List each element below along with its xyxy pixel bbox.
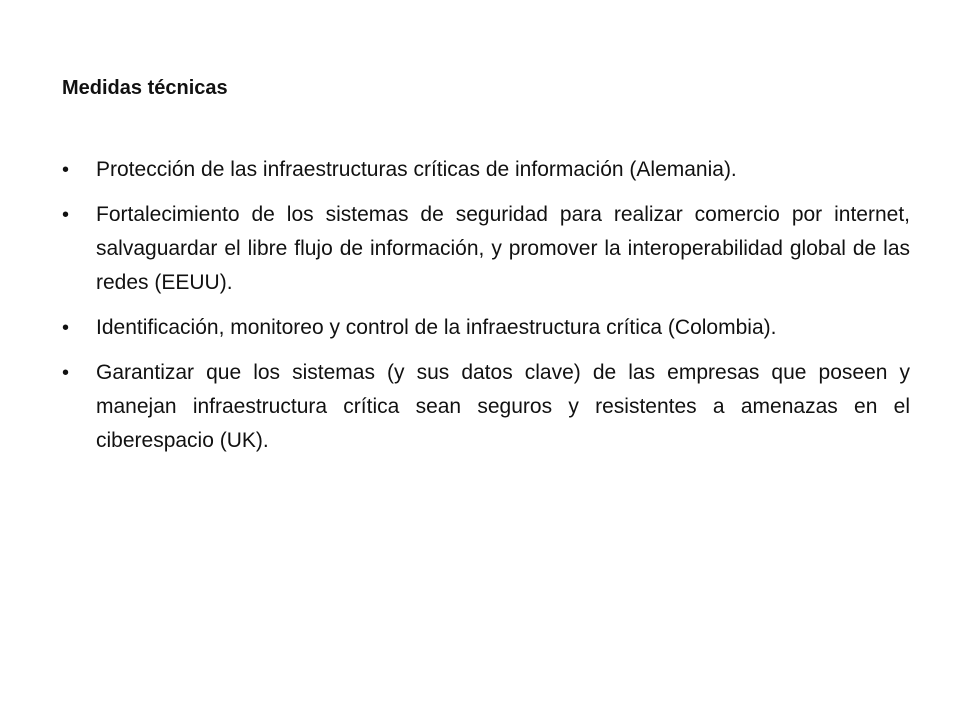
bullet-icon: • [62,159,70,181]
section-heading: Medidas técnicas [62,77,228,99]
bullet-item [62,311,910,345]
bullet-icon: • [62,317,70,339]
bullet-item [62,153,910,187]
bullet-text: Garantizar que los sistemas (y sus datos clave) de las empresas que poseen y manejan infraestructura crítica sean seguros y resistentes a amenazas en el ciberespacio (UK). [96,361,910,452]
bullet-list [62,153,910,469]
bullet-text: Protección de las infraestructuras críticas de información (Alemania). [96,158,737,181]
bullet-text: Fortalecimiento de los sistemas de seguridad para realizar comercio por internet, salvaguardar el libre flujo de información, y promover la interoperabilidad global de las redes (EEUU). [96,203,910,294]
bullet-icon: • [62,204,70,226]
bullet-item [62,198,910,300]
bullet-text: Identificación, monitoreo y control de la infraestructura crítica (Colombia). [96,316,777,339]
bullet-item [62,356,910,458]
bullet-icon: • [62,362,70,384]
